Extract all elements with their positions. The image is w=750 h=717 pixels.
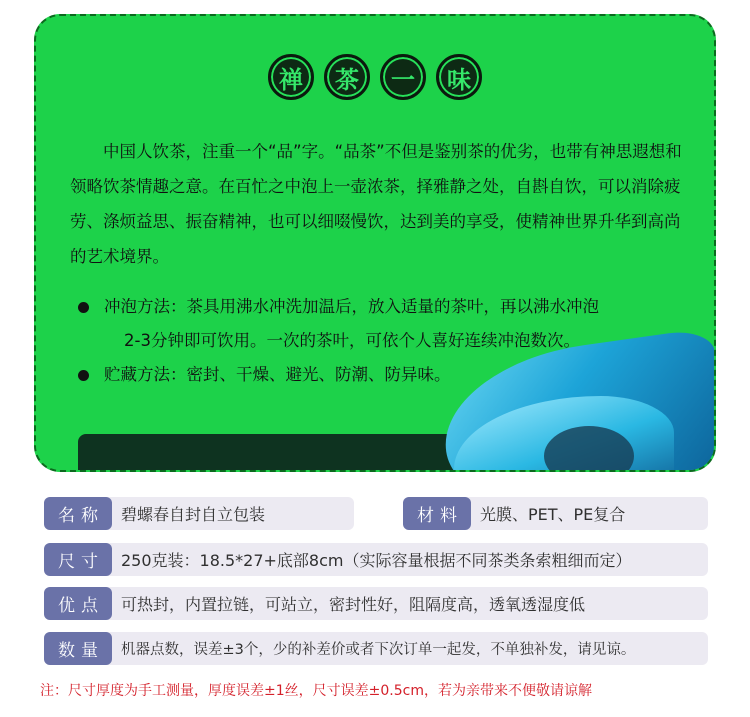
measurement-note: 注：尺寸厚度为手工测量，厚度误差±1丝，尺寸误差±0.5cm，若为亲带来不便敬请谅解 — [40, 683, 592, 699]
tea-package-image — [34, 14, 716, 472]
brewing-line-2: 2-3分钟即可饮用。一次的茶叶，可依个人喜好连续冲泡数次。 — [124, 331, 580, 350]
name-value: 碧螺春自封自立包装 — [121, 505, 266, 524]
size-label: 尺寸 — [44, 543, 112, 576]
spec-row-name — [44, 497, 354, 530]
spec-row-material — [403, 497, 708, 530]
spec-row-size — [44, 543, 708, 576]
description-text: 中国人饮茶，注重一个“品”字。“品茶”不但是鉴别茶的优劣，也带有神思遐想和领略饮茶情趣之意。在百忙之中泡上一壶浓茶，择雅静之处，自斟自饮，可以消除疲劳、涤烦益思、振奋精神，也可以细啜慢饮，达到美的享受，使精神世界升华到高尚的艺术境界。 — [70, 142, 682, 266]
title-char-2: 茶 — [324, 54, 370, 100]
storage-line: 贮藏方法：密封、干燥、避光、防潮、防异味。 — [104, 365, 451, 384]
size-value: 250克装：18.5*27+底部8cm（实际容量根据不同茶类条索粗细而定） — [121, 551, 632, 570]
title-char-3: 一 — [380, 54, 426, 100]
package-title — [36, 54, 714, 100]
bullet-dot-icon — [78, 302, 89, 313]
tea-description — [70, 134, 690, 274]
spec-row-advantage — [44, 587, 708, 620]
name-label: 名称 — [44, 497, 112, 530]
quantity-value: 机器点数，误差±3个，少的补差价或者下次订单一起发，不单独补发，请见谅。 — [121, 642, 636, 658]
advantage-label: 优点 — [44, 587, 112, 620]
bullet-dot-icon — [78, 370, 89, 381]
quantity-label: 数量 — [44, 632, 112, 665]
advantage-value: 可热封，内置拉链，可站立，密封性好，阻隔度高，透氧透湿度低 — [121, 595, 586, 614]
spec-row-quantity — [44, 632, 708, 665]
material-label: 材料 — [403, 497, 471, 530]
brewing-line-1: 冲泡方法：茶具用沸水冲洗加温后，放入适量的茶叶，再以沸水冲泡 — [104, 297, 599, 316]
title-char-4: 味 — [436, 54, 482, 100]
material-value: 光膜、PET、PE复合 — [480, 505, 626, 524]
title-char-1: 禅 — [268, 54, 314, 100]
